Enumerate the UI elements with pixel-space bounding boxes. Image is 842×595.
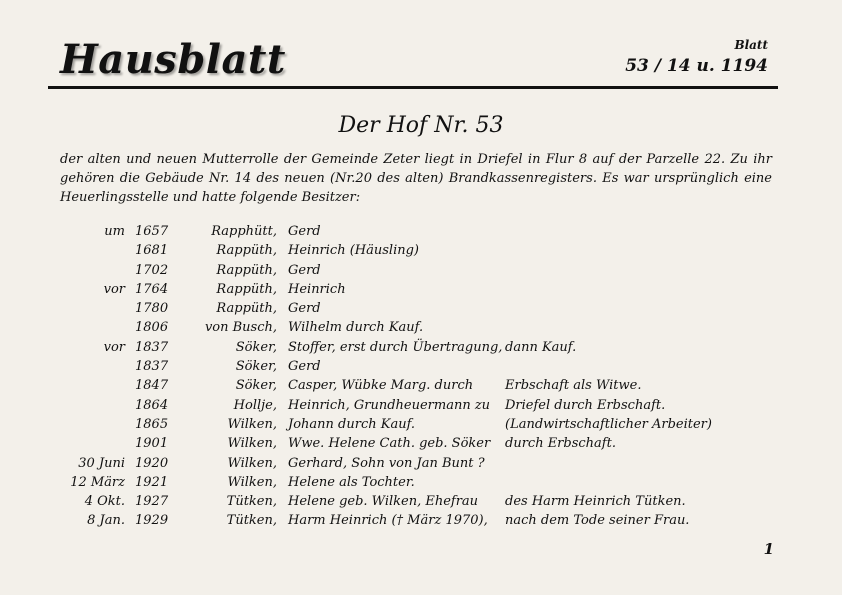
owner-note: dann Kauf. (505, 339, 577, 355)
owner-year: 1864 (135, 397, 169, 413)
owner-date: 30 Juni (78, 455, 125, 471)
owner-surname: Hollje, (233, 397, 277, 413)
owner-note: des Harm Heinrich Tütken. (505, 494, 686, 510)
owner-details: Gerd (288, 359, 321, 375)
owner-row (0, 513, 842, 532)
owner-year: 1681 (135, 243, 169, 259)
owner-row (0, 475, 842, 494)
owner-year: 1657 (135, 224, 169, 239)
owner-surname: Wilken, (227, 436, 277, 452)
owner-row (0, 494, 842, 513)
owner-row (0, 378, 842, 397)
owner-details: Gerd (288, 224, 321, 239)
owner-row (0, 417, 842, 436)
owner-surname: Wilken, (227, 455, 277, 471)
owner-note: nach dem Tode seiner Frau. (505, 513, 690, 529)
owner-details: Wwe. Helene Cath. geb. Söker (288, 436, 491, 452)
owner-row (0, 243, 842, 262)
owner-date: 8 Jan. (87, 513, 125, 529)
owner-year: 1837 (135, 339, 169, 355)
owner-details: Harm Heinrich († März 1970), (288, 513, 488, 529)
document-title: Hausblatt (60, 36, 286, 83)
farm-heading: Der Hof Nr. 53 (338, 113, 504, 138)
owner-surname: Söker, (235, 339, 277, 355)
owner-note: Erbschaft als Witwe. (505, 378, 642, 394)
header-divider (48, 86, 778, 89)
owner-details: Heinrich (288, 281, 346, 297)
owner-surname: Söker, (235, 378, 277, 394)
owner-year: 1901 (135, 436, 169, 452)
owner-surname: Söker, (235, 359, 277, 375)
owner-row (0, 224, 842, 243)
owner-details: Helene geb. Wilken, Ehefrau (288, 494, 479, 510)
owner-row (0, 436, 842, 455)
owner-year: 1865 (135, 416, 169, 432)
owners-table (0, 224, 842, 533)
owner-year: 1702 (135, 262, 169, 278)
owner-year: 1764 (135, 281, 169, 297)
sheet-number: 53 / 14 u. 1194 (625, 56, 768, 76)
owner-year: 1847 (135, 378, 169, 394)
owner-surname: Rappüth, (216, 301, 277, 317)
owner-details: Gerd (288, 262, 321, 278)
owner-details: Heinrich, Grundheuermann zu (288, 397, 491, 413)
page-number: 1 (763, 540, 774, 558)
owner-row (0, 301, 842, 320)
owner-details: Stoffer, erst durch Übertragung, (288, 339, 503, 355)
owner-details: Gerd (288, 301, 321, 317)
owner-date: vor (103, 281, 125, 297)
owner-surname: Wilken, (227, 474, 277, 490)
owner-surname: von Busch, (204, 320, 277, 336)
owner-surname: Rapphütt, (211, 224, 277, 239)
owner-row (0, 398, 842, 417)
owner-date: um (104, 224, 125, 239)
owner-details: Gerhard, Sohn von Jan Bunt ? (288, 455, 485, 471)
owner-year: 1920 (135, 455, 169, 471)
owner-row (0, 340, 842, 359)
owner-year: 1780 (135, 301, 169, 317)
owner-date: 4 Okt. (84, 494, 125, 510)
owner-year: 1921 (135, 474, 169, 490)
owner-surname: Tütken, (226, 513, 277, 529)
owner-details: Johann durch Kauf. (288, 416, 416, 432)
owner-row (0, 359, 842, 378)
owner-details: Casper, Wübke Marg. durch (288, 378, 474, 394)
intro-paragraph: der alten und neuen Mutterrolle der Gemeinde Zeter liegt in Driefel in Flur 8 auf der Parzelle 22. Zu ihr gehören die Gebäude Nr. 14 des neuen (Nr.20 des alten) Brandkassenregisters. Es war ursprünglich eine Heuerlingsstelle und hatte folgende Besitzer: (60, 152, 772, 205)
owner-year: 1929 (135, 513, 169, 529)
owner-date: 12 März (70, 474, 125, 490)
owner-surname: Rappüth, (216, 243, 277, 259)
owner-note: Driefel durch Erbschaft. (505, 397, 666, 413)
owner-year: 1927 (135, 494, 169, 510)
owner-surname: Wilken, (227, 416, 277, 432)
owner-note: durch Erbschaft. (505, 436, 616, 452)
sheet-label: Blatt (734, 38, 768, 52)
owner-note: (Landwirtschaftlicher Arbeiter) (505, 416, 712, 432)
owner-details: Helene als Tochter. (288, 474, 415, 490)
owner-details: Wilhelm durch Kauf. (288, 320, 424, 336)
owner-surname: Rappüth, (216, 262, 277, 278)
owner-row (0, 320, 842, 339)
owner-details: Heinrich (Häusling) (288, 243, 420, 259)
owner-year: 1806 (135, 320, 169, 336)
owner-row (0, 263, 842, 282)
owner-surname: Rappüth, (216, 281, 277, 297)
owner-date: vor (103, 339, 125, 355)
owner-row (0, 456, 842, 475)
owner-year: 1837 (135, 359, 169, 375)
owner-row (0, 282, 842, 301)
owner-surname: Tütken, (226, 494, 277, 510)
